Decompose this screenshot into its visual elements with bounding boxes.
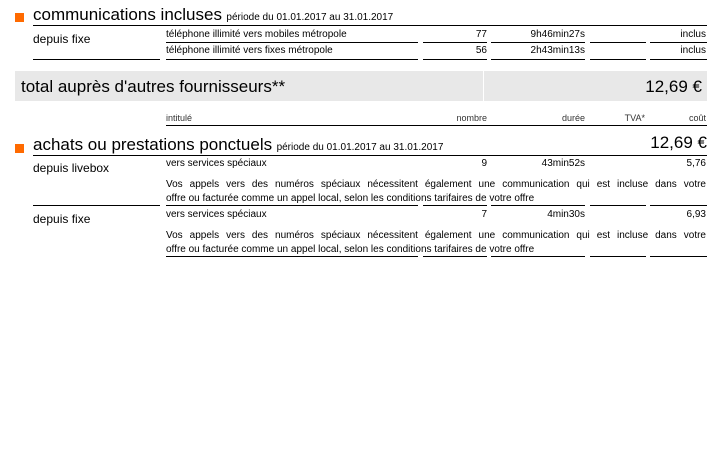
header-underline [166,125,707,126]
note-line: offre ou facturée comme un appel local, selon les conditions tarifaires de votre offre [166,193,535,204]
total-amount: 12,69 € [645,77,702,96]
cell-underline [650,256,707,257]
section1-heading [33,5,393,25]
total-label: total auprès d'autres fournisseurs** [21,77,286,96]
row-cost: 6,93 [686,209,706,220]
cell-underline [166,205,418,206]
row-count: 9 [481,158,487,169]
header-duration: durée [561,113,585,123]
row-duration: 43min52s [541,158,585,169]
cell-underline [166,59,418,60]
section2-period: période du 01.01.2017 au 31.01.2017 [276,142,444,153]
row-label: téléphone illimité vers mobiles métropole [166,29,347,40]
cell-underline [423,42,487,43]
row-count: 7 [481,209,487,220]
section2-title: achats ou prestations ponctuels [33,135,273,154]
note-line: Vos appels vers des numéros spéciaux nécessitent également une communication qui est incluse dans votre [166,230,706,241]
group-label: depuis livebox [33,161,110,175]
cell-underline [423,205,487,206]
note-line: Vos appels vers des numéros spéciaux nécessitent également une communication qui est incluse dans votre [166,179,706,190]
cell-underline [491,42,585,43]
header-vat: TVA* [624,113,645,123]
cell-underline [491,256,585,257]
cell-underline [491,205,585,206]
cell-underline [590,59,646,60]
band-separator [483,71,484,101]
cell-underline [491,59,585,60]
row-cost: inclus [680,29,706,40]
row-cost: inclus [680,45,706,56]
cell-underline [650,205,707,206]
note-line: offre ou facturée comme un appel local, selon les conditions tarifaires de votre offre [166,244,535,255]
cell-underline [590,42,646,43]
section2-amount: 12,69 € [650,133,707,152]
row-duration: 4min30s [547,209,585,220]
divider [33,25,707,26]
header-count: nombre [456,113,487,123]
row-cost: 5,76 [686,158,706,169]
row-label: vers services spéciaux [166,158,267,169]
row-duration: 9h46min27s [530,29,585,40]
divider [33,155,707,156]
section1-period: période du 01.01.2017 au 31.01.2017 [226,12,394,23]
group-divider [33,59,160,60]
section-bullet-icon [15,13,24,22]
cell-underline [590,256,646,257]
row-count: 77 [475,29,487,40]
cell-underline [166,256,418,257]
group-divider [33,205,160,206]
section1-title: communications incluses [33,5,222,24]
cell-underline [650,59,707,60]
header-cost: coût [688,113,706,123]
group-label: depuis fixe [33,212,91,226]
cell-underline [423,59,487,60]
header-label: intitulé [166,113,193,123]
section2-heading [33,135,443,155]
row-label: téléphone illimité vers fixes métropole [166,45,333,56]
cell-underline [166,42,418,43]
row-label: vers services spéciaux [166,209,267,220]
cell-underline [650,42,707,43]
cell-underline [423,256,487,257]
row-duration: 2h43min13s [530,45,585,56]
section1-group-label: depuis fixe [33,32,91,46]
section-bullet-icon [15,144,24,153]
row-count: 56 [475,45,487,56]
cell-underline [590,205,646,206]
